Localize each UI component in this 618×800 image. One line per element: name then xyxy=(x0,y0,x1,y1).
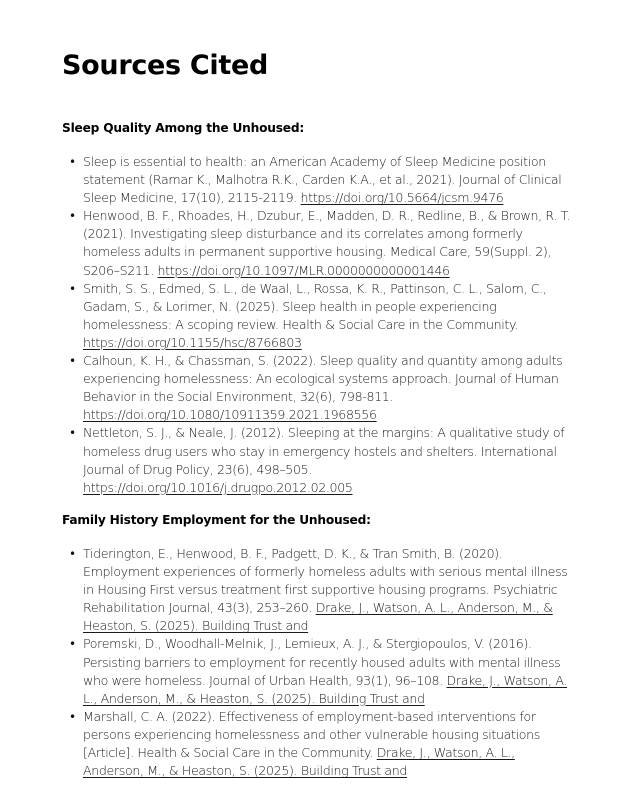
reference-line xyxy=(83,581,562,599)
reference-link[interactable]: L., Anderson, M., & Heaston, S. (2025). Building Trust and xyxy=(83,690,425,706)
reference-text: [Article]. Health & Social Care in the Community. xyxy=(83,745,377,761)
reference-link[interactable]: https://doi.org/10.1080/10911359.2021.1968556 xyxy=(83,407,377,423)
reference-line xyxy=(83,225,562,243)
reference-text: Journal of Drug Policy, 23(6), 498–505. xyxy=(83,461,312,477)
reference-link[interactable]: https://doi.org/10.1097/MLR.0000000000001446 xyxy=(157,262,450,278)
section-heading-sleep-quality: Sleep Quality Among the Unhoused: xyxy=(62,121,305,135)
reference-text: homelessness: A scoping review. Health & Social Care in the Community. xyxy=(83,316,518,332)
reference-item xyxy=(62,545,568,635)
reference-line xyxy=(83,352,562,370)
reference-text: Sleep Medicine, 17(10), 2115-2119. xyxy=(83,190,301,206)
reference-line xyxy=(83,316,562,334)
reference-text: Smith, S. S., Edmed, S. L., de Waal, L., Rossa, K. R., Pattinson, C. L., Salom, C., xyxy=(83,280,547,296)
reference-line xyxy=(83,726,562,744)
reference-line xyxy=(83,406,562,424)
reference-line xyxy=(83,388,562,406)
reference-link[interactable]: Heaston, S. (2025). Building Trust and xyxy=(83,618,309,634)
reference-link[interactable]: Anderson, M., & Heaston, S. (2025). Building Trust and xyxy=(83,763,408,779)
reference-item xyxy=(62,708,562,780)
reference-line xyxy=(83,599,562,617)
page-title: Sources Cited xyxy=(62,50,269,81)
reference-item xyxy=(62,207,571,279)
reference-text: Behavior in the Social Environment, 32(6), 798-811. xyxy=(83,389,394,405)
reference-line xyxy=(83,461,562,479)
reference-text: Calhoun, K. H., & Chassman, S. (2022). Sleep quality and quantity among adults xyxy=(83,353,563,369)
reference-line xyxy=(83,744,562,762)
reference-line xyxy=(83,762,562,780)
reference-text: in Housing First versus treatment first supportive housing programs. Psychiatric xyxy=(83,582,558,598)
reference-link[interactable]: https://doi.org/10.1155/hsc/8766803 xyxy=(83,334,302,350)
reference-line xyxy=(83,479,562,497)
reference-line xyxy=(83,370,562,388)
reference-line xyxy=(83,545,562,563)
reference-link[interactable]: Drake, J., Watson, A. L., xyxy=(376,745,515,761)
reference-text: S206–S211. xyxy=(83,262,158,278)
section-heading-employment: Family History Employment for the Unhoused: xyxy=(62,513,371,527)
bullet-icon: • xyxy=(69,547,77,561)
reference-line xyxy=(83,171,562,189)
bullet-icon: • xyxy=(69,709,77,724)
reference-item xyxy=(62,635,568,707)
reference-line xyxy=(83,635,562,653)
reference-text: Gadam, S., & Lorimer, N. (2025). Sleep health in people experiencing xyxy=(83,298,497,314)
reference-line xyxy=(83,280,562,298)
reference-text: statement (Ramar K., Malhotra R.K., Carden K.A., et al., 2021). Journal of Clinical xyxy=(83,172,562,188)
reference-text: Tiderington, E., Henwood, B. F., Padgett, D. K., & Tran Smith, B. (2020). xyxy=(83,546,503,561)
reference-text: Poremski, D., Woodhall-Melnik, J., Lemieux, A. J., & Stergiopoulos, V. (2016). xyxy=(83,636,532,652)
bullet-icon: • xyxy=(69,354,77,369)
reference-line xyxy=(83,443,562,461)
reference-line xyxy=(83,189,562,207)
reference-text: (2021). Investigating sleep disturbance and its correlates among formerly xyxy=(83,226,523,242)
reference-line xyxy=(83,207,571,225)
reference-text: Rehabilitation Journal, 43(3), 253–260. xyxy=(83,600,316,616)
reference-text: Nettleton, S. J., & Neale, J. (2012). Sleeping at the margins: A qualitative study of xyxy=(83,425,565,441)
reference-link[interactable]: https://doi.org/10.1016/j.drugpo.2012.02.005 xyxy=(83,479,353,495)
reference-line xyxy=(83,672,568,690)
reference-link[interactable]: Drake, J., Watson, A. L., Anderson, M., & xyxy=(315,600,553,616)
reference-line xyxy=(83,617,562,635)
reference-item xyxy=(62,352,562,424)
reference-text: homeless drug users who stay in emergency hostels and shelters. International xyxy=(83,443,557,459)
reference-line xyxy=(83,243,562,261)
reference-line xyxy=(83,334,562,352)
reference-line xyxy=(83,690,562,708)
reference-line xyxy=(83,298,562,316)
reference-line xyxy=(83,153,562,171)
reference-text: Marshall, C. A. (2022). Effectiveness of employment-based interventions for xyxy=(83,708,536,724)
reference-text: Sleep is essential to health: an American Academy of Sleep Medicine position xyxy=(83,154,546,169)
reference-item xyxy=(62,424,565,496)
bullet-icon: • xyxy=(69,155,77,169)
reference-text: who were homeless. Journal of Urban Health, 93(1), 96–108. xyxy=(83,672,447,688)
bullet-icon: • xyxy=(69,209,77,224)
reference-text: persons experiencing homelessness and other vulnerable housing situations xyxy=(83,726,540,742)
reference-text: Henwood, B. F., Rhoades, H., Dzubur, E., Madden, D. R., Redline, B., & Brown, R. T. xyxy=(83,208,571,224)
reference-line xyxy=(83,424,565,442)
reference-line xyxy=(83,262,562,280)
reference-text: experiencing homelessness: An ecological systems approach. Journal of Human xyxy=(83,371,559,387)
reference-text: Persisting barriers to employment for recently housed adults with mental illness xyxy=(83,654,561,670)
reference-item xyxy=(62,280,562,352)
reference-item xyxy=(62,153,562,207)
reference-line xyxy=(83,563,568,581)
reference-text: homeless adults in permanent supportive housing. Medical Care, 59(Suppl. 2), xyxy=(83,244,552,260)
reference-line xyxy=(83,654,562,672)
bullet-icon: • xyxy=(69,426,77,441)
bullet-icon: • xyxy=(69,637,77,652)
reference-link[interactable]: https://doi.org/10.5664/jcsm.9476 xyxy=(300,190,504,206)
reference-list-sleep-quality xyxy=(62,153,571,497)
reference-line xyxy=(83,708,562,726)
bullet-icon: • xyxy=(69,281,77,296)
reference-link[interactable]: Drake, J., Watson, A. xyxy=(446,672,568,688)
reference-list-employment xyxy=(62,545,568,780)
reference-text: Employment experiences of formerly homeless adults with serious mental illness xyxy=(83,564,568,580)
